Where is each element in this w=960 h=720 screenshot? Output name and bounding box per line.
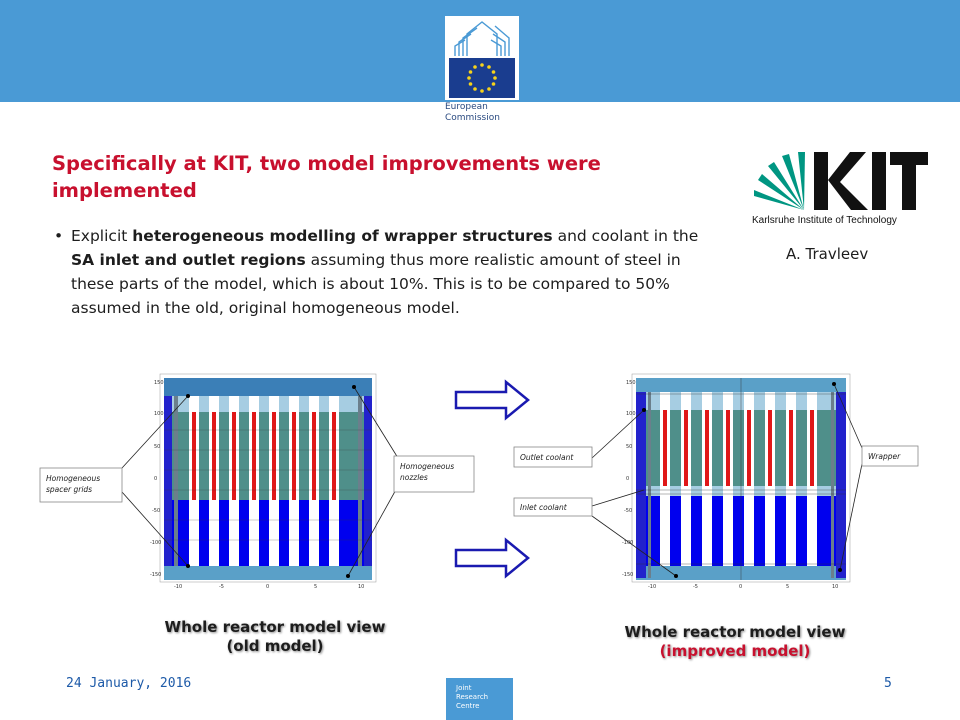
page-number: 5 [884, 676, 892, 691]
bullet-marker: • [54, 227, 64, 245]
old-ytick: 100 [154, 411, 164, 417]
jrc-wordmark [456, 684, 488, 711]
old-xtick: -10 [174, 584, 183, 590]
new-ytick: -150 [622, 572, 634, 578]
old-model-view [40, 374, 474, 590]
caption-new-line1: Whole reactor model view [624, 623, 846, 641]
new-xtick: 0 [739, 584, 743, 590]
new-xtick: 5 [786, 584, 790, 590]
old-ytick: -100 [150, 540, 162, 546]
new-xtick: -5 [693, 584, 698, 590]
label-homogeneous-spacer-line1: Homogeneous [46, 474, 101, 483]
new-ytick: -50 [624, 508, 633, 514]
caption-old-line1: Whole reactor model view [164, 618, 386, 636]
jrc-logo [446, 678, 513, 720]
new-ytick: 100 [626, 411, 636, 417]
jrc-line3: Centre [456, 702, 480, 710]
caption-old-line2: (old model) [226, 637, 324, 655]
bullet-text-bold-2: SA inlet and outlet regions [71, 251, 306, 269]
old-ytick: -150 [150, 572, 162, 578]
jrc-line1: Joint [456, 684, 472, 692]
ec-wordmark-line2: Commission [445, 113, 500, 123]
old-ytick: 0 [154, 476, 158, 482]
european-commission-logo [445, 16, 519, 134]
new-ytick: -100 [622, 540, 634, 546]
bullet-item [54, 224, 724, 320]
label-homogeneous-spacer-line2: spacer grids [46, 485, 93, 494]
author-name: A. Travleev [786, 245, 869, 263]
label-homogeneous-nozzles-line2: nozzles [400, 473, 428, 482]
new-xtick: -10 [648, 584, 657, 590]
old-xtick: 10 [358, 584, 365, 590]
jrc-line2: Research [456, 693, 489, 701]
reactor-model-diagram [36, 370, 932, 590]
kit-fan-icon [752, 150, 928, 214]
slide-title: Specifically at KIT, two model improvements were implemented [52, 152, 601, 202]
old-ytick: 50 [154, 444, 161, 450]
new-xtick: 10 [832, 584, 839, 590]
new-ytick: 50 [626, 444, 633, 450]
caption-improved-model [610, 623, 860, 661]
kit-caption: Karlsruhe Institute of Technology [752, 215, 897, 226]
old-xtick: 5 [314, 584, 318, 590]
new-ytick: 150 [626, 380, 636, 386]
caption-new-line2: (improved model) [659, 642, 811, 660]
ec-wordmark [445, 102, 519, 124]
caption-old-model [155, 618, 395, 656]
bullet-text-suffix: assuming thus more realistic amount of steel in these parts of the model, which is about 10%. This is to be compared to 50% assumed in the old, original homogeneous model. [71, 251, 681, 317]
ec-building-icon [445, 16, 519, 100]
old-xtick: 0 [266, 584, 270, 590]
bullet-text-prefix: Explicit [71, 227, 133, 245]
arrow-icon [456, 540, 528, 576]
arrow-icon [456, 382, 528, 418]
old-ytick: 150 [154, 380, 164, 386]
ec-wordmark-line1: European [445, 102, 488, 112]
bullet-text-middle: and coolant in the [552, 227, 699, 245]
footer-date: 24 January, 2016 [66, 676, 192, 691]
bullet-text-bold-1: heterogeneous modelling of wrapper structures [132, 227, 553, 245]
label-homogeneous-nozzles-line1: Homogeneous [400, 462, 455, 471]
new-ytick: 0 [626, 476, 630, 482]
old-ytick: -50 [152, 508, 161, 514]
label-wrapper: Wrapper [868, 452, 901, 461]
bullet-text [71, 224, 724, 320]
label-outlet-coolant: Outlet coolant [520, 453, 574, 462]
old-xtick: -5 [219, 584, 224, 590]
label-inlet-coolant: Inlet coolant [520, 503, 567, 512]
improved-model-view [514, 374, 918, 590]
